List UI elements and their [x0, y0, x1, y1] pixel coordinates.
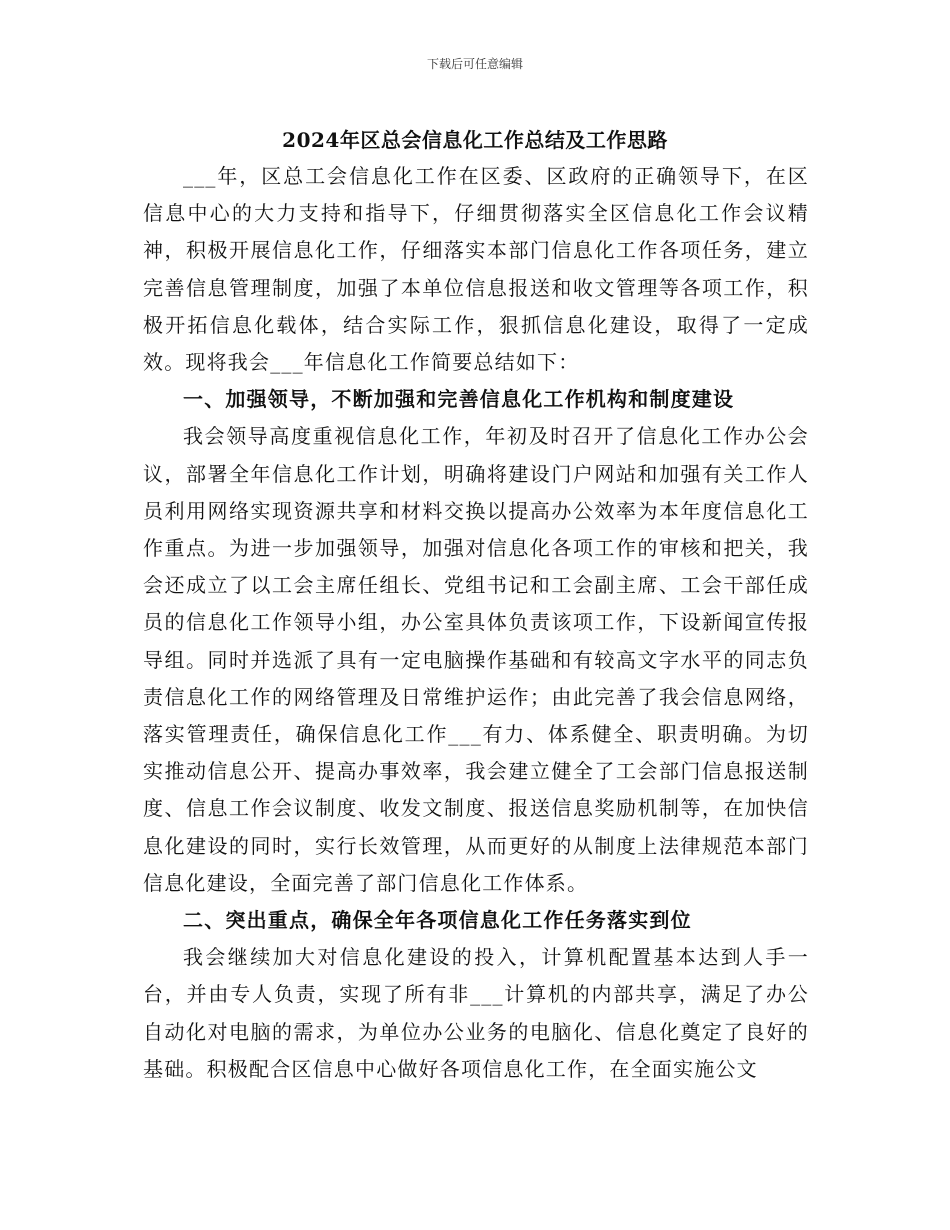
- section-1-heading: 一、加强领导，不断加强和完善信息化工作机构和制度建设: [183, 387, 735, 412]
- header-note: 下载后可任意编辑: [426, 57, 523, 71]
- intro-paragraph: ___年，区总工会信息化工作在区委、区政府的正确领导下，在区信息中心的大力支持和指导下，仔细贯彻落实全区信息化工作会议精神，积极开展信息化工作，仔细落实本部门信息化工作各项任务，建立完善信息管理制度，加强了本单位信息报送和收文管理等各项工作，积极开拓信息化载体，结合实际工作，狠抓信息化建设，取得了一定成效。现将我会___年信息化工作简要总结如下：: [143, 164, 809, 375]
- document-title: 2024年区总会信息化工作总结及工作思路: [282, 128, 668, 152]
- section-2-paragraph: 我会继续加大对信息化建设的投入，计算机配置基本达到人手一台，并由专人负责，实现了所有非___计算机的内部共享，满足了办公自动化对电脑的需求，为单位办公业务的电脑化、信息化奠定了良好的基础。积极配合区信息中心做好各项信息化工作，在全面实施公文: [143, 945, 809, 1081]
- section-2-heading: 二、突出重点，确保全年各项信息化工作任务落实到位: [183, 908, 692, 933]
- document-body: [143, 158, 809, 1088]
- section-1-paragraph: 我会领导高度重视信息化工作，年初及时召开了信息化工作办公会议，部署全年信息化工作计划，明确将建设门户网站和加强有关工作人员利用网络实现资源共享和材料交换以提高办公效率为本年度信息化工作重点。为进一步加强领导，加强对信息化各项工作的审核和把关，我会还成立了以工会主席任组长、党组书记和工会副主席、工会干部任成员的信息化工作领导小组，办公室具体负责该项工作，下设新闻宣传报导组。同时并选派了具有一定电脑操作基础和有较高文字水平的同志负责信息化工作的网络管理及日常维护运作；由此完善了我会信息网络，落实管理责任，确保信息化工作___有力、体系健全、职责明确。为切实推动信息公开、提高办事效率，我会建立健全了工会部门信息报送制度、信息工作会议制度、收发文制度、报送信息奖励机制等，在加快信息化建设的同时，实行长效管理，从而更好的从制度上法律规范本部门信息化建设，全面完善了部门信息化工作体系。: [143, 424, 809, 895]
